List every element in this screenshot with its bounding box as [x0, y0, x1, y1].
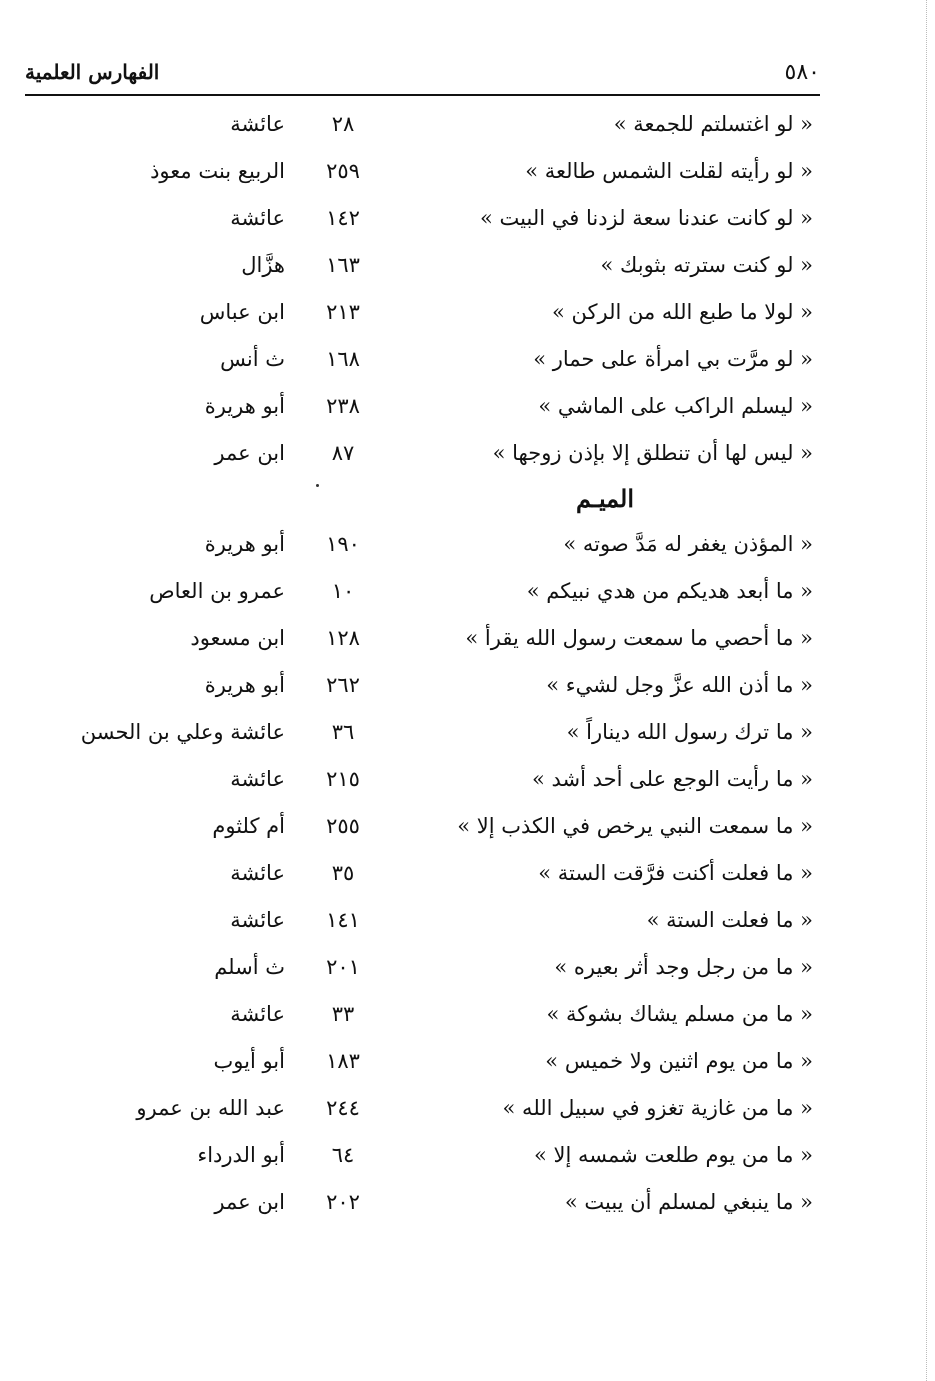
index-row	[0, 665, 935, 712]
index-row	[0, 994, 935, 1041]
narrator: عائشة	[230, 1002, 285, 1026]
narrator: عائشة	[230, 112, 285, 136]
narrator: ابن عمر	[214, 1190, 285, 1214]
hadith-number: ٣٦	[331, 720, 355, 744]
narrator: عائشة	[230, 861, 285, 885]
hadith-text: « ما من غازية تغزو في سبيل الله »	[502, 1096, 813, 1120]
narrator: أبو هريرة	[204, 532, 285, 556]
index-row	[0, 1182, 935, 1229]
hadith-text: « ما سمعت النبي يرخص في الكذب إلا »	[457, 814, 813, 838]
hadith-text: « ما رأيت الوجع على أحد أشد »	[531, 767, 813, 791]
letter-section-heading	[0, 480, 935, 524]
index-row	[0, 853, 935, 900]
index-row	[0, 618, 935, 665]
hadith-text: « ما من مسلم يشاك بشوكة »	[546, 1002, 813, 1026]
hadith-text: « ما أحصي ما سمعت رسول الله يقرأ »	[465, 626, 813, 650]
hadith-number: ٢٥٥	[326, 814, 360, 838]
hadith-number: ٢٠١	[326, 955, 360, 979]
index-row	[0, 571, 935, 618]
hadith-text: « لو كنت سترته بثوبك »	[600, 253, 813, 277]
narrator: عائشة	[230, 767, 285, 791]
narrator: ابن عباس	[199, 300, 285, 324]
hadith-number: ٢٨	[331, 112, 355, 136]
index-row	[0, 386, 935, 433]
narrator: عائشة وعلي بن الحسن	[80, 720, 285, 744]
narrator: أبو الدرداء	[197, 1143, 285, 1167]
index-row	[0, 151, 935, 198]
hadith-text: « لو رأيته لقلت الشمس طالعة »	[525, 159, 813, 183]
hadith-text: « ما ينبغي لمسلم أن يبيت »	[564, 1190, 813, 1214]
narrator: أبو هريرة	[204, 673, 285, 697]
hadith-text: « لو مرَّت بي امرأة على حمار »	[533, 347, 813, 371]
index-row	[0, 245, 935, 292]
index-row	[0, 900, 935, 947]
hadith-number: ٣٥	[331, 861, 355, 885]
narrator: أم كلثوم	[212, 814, 285, 838]
hadith-text: « لو كانت عندنا سعة لزدنا في البيت »	[480, 206, 813, 230]
narrator: عائشة	[230, 206, 285, 230]
narrator: أبو هريرة	[204, 394, 285, 418]
hadith-number: ٢١٣	[326, 300, 360, 324]
page-number: ٥٨٠	[784, 60, 820, 85]
hadith-text: « ليس لها أن تنطلق إلا بإذن زوجها »	[492, 441, 813, 465]
hadith-number: ١٤١	[326, 908, 360, 932]
hadith-number: ١٨٣	[326, 1049, 360, 1073]
hadith-text: « ما أذن الله عزَّ وجل لشيء »	[546, 673, 813, 697]
narrator: هزَّال	[241, 253, 285, 277]
hadith-number: ٣٣	[331, 1002, 355, 1026]
index-row	[0, 1088, 935, 1135]
hadith-text: « ما ترك رسول الله ديناراً »	[566, 720, 813, 744]
index-row	[0, 806, 935, 853]
hadith-number: ٢٦٢	[326, 673, 360, 697]
hadith-number: ١٦٣	[326, 253, 360, 277]
narrator: عبد الله بن عمرو	[136, 1096, 285, 1120]
index-row	[0, 1041, 935, 1088]
narrator: الربيع بنت معوذ	[150, 159, 285, 183]
index-row	[0, 524, 935, 571]
hadith-text: « ما فعلت أكنت فرَّقت الستة »	[538, 861, 813, 885]
page-header	[25, 58, 820, 92]
index-row	[0, 292, 935, 339]
hadith-number: ٢٠٢	[326, 1190, 360, 1214]
hadith-number: ١٤٢	[326, 206, 360, 230]
narrator: ث أنس	[220, 347, 285, 371]
hadith-index-list	[0, 104, 935, 1229]
hadith-number: ١٠	[331, 579, 355, 603]
hadith-number: ٢٥٩	[326, 159, 360, 183]
index-row	[0, 433, 935, 480]
index-row	[0, 947, 935, 994]
hadith-text: « لو اغتسلتم للجمعة »	[613, 112, 813, 136]
hadith-text: « ما فعلت الستة »	[646, 908, 813, 932]
narrator: عمرو بن العاص	[149, 579, 285, 603]
hadith-text: « ما من رجل وجد أثر بعيره »	[554, 955, 813, 979]
hadith-number: ٢١٥	[326, 767, 360, 791]
running-title: الفهارس العلمية	[25, 60, 160, 84]
hadith-number: ٨٧	[331, 441, 355, 465]
narrator: عائشة	[230, 908, 285, 932]
hadith-number: ٢٣٨	[326, 394, 360, 418]
hadith-number: ١٦٨	[326, 347, 360, 371]
narrator: أبو أيوب	[213, 1049, 285, 1073]
section-heading-text: الميـم	[575, 484, 635, 513]
index-row	[0, 1135, 935, 1182]
index-row	[0, 759, 935, 806]
header-rule	[25, 94, 820, 96]
hadith-text: « ليسلم الراكب على الماشي »	[538, 394, 813, 418]
narrator: ابن عمر	[214, 441, 285, 465]
hadith-number: ٦٤	[331, 1143, 355, 1167]
hadith-text: « ما أبعد هديكم من هدي نبيكم »	[526, 579, 813, 603]
index-row	[0, 104, 935, 151]
index-row	[0, 339, 935, 386]
hadith-number: ١٩٠	[326, 532, 360, 556]
hadith-number: ٢٤٤	[326, 1096, 360, 1120]
narrator: ابن مسعود	[190, 626, 285, 650]
hadith-text: « لولا ما طبع الله من الركن »	[551, 300, 813, 324]
hadith-text: « ما من يوم طلعت شمسه إلا »	[534, 1143, 813, 1167]
index-row	[0, 198, 935, 245]
hadith-number: ١٢٨	[326, 626, 360, 650]
hadith-text: « ما من يوم اثنين ولا خميس »	[545, 1049, 813, 1073]
index-row	[0, 712, 935, 759]
hadith-text: « المؤذن يغفر له مَدَّ صوته »	[563, 532, 813, 556]
narrator: ث أسلم	[214, 955, 285, 979]
